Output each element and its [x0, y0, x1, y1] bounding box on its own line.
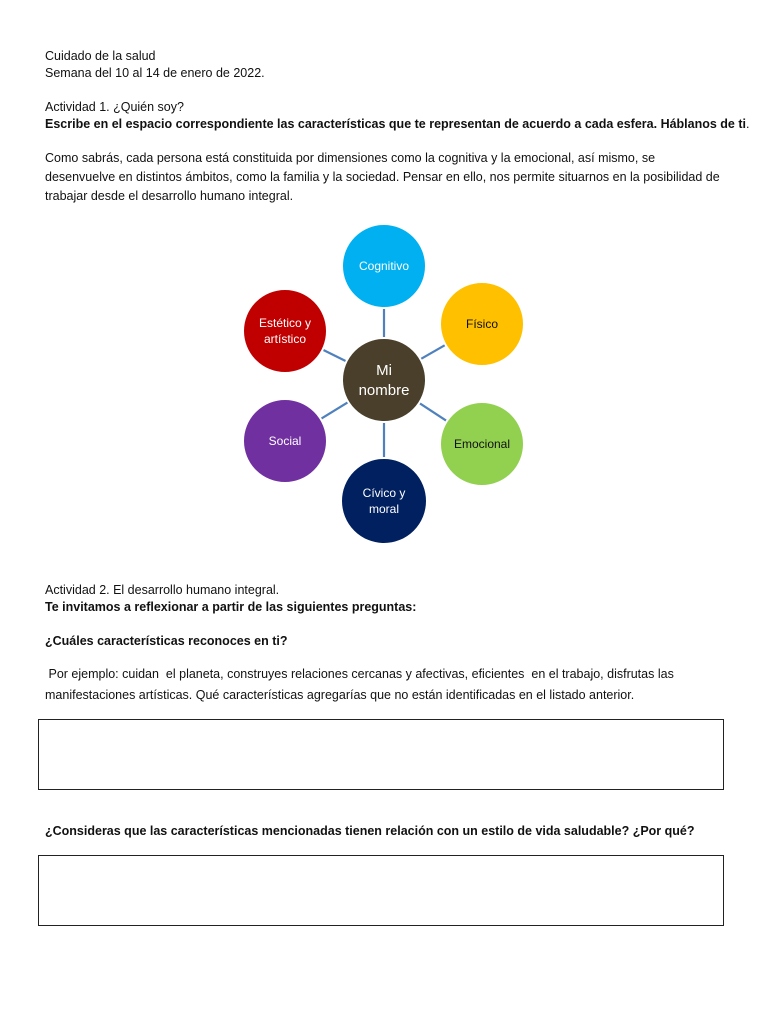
sphere-estetico — [243, 289, 327, 373]
question-2: ¿Consideras que las características mencionadas tienen relación con un estilo de vida saludable? ¿Por qué? — [45, 824, 695, 838]
sphere-fisico-label: Físico — [465, 317, 499, 331]
connector-fisico — [420, 345, 445, 359]
sphere-social-label: Social — [268, 434, 302, 448]
connector-social — [321, 402, 348, 419]
question-1-example: Por ejemplo: cuidan el planeta, construyes relaciones cercanas y afectivas, eficientes en el trabajo, disfrutas las manifestaciones artísticas. Qué características agregarías que no están identificadas en el listado anterior. — [45, 667, 678, 702]
center-sphere-label: nombre — [358, 382, 410, 399]
answer-box-2[interactable] — [38, 855, 724, 926]
sphere-fisico — [440, 282, 524, 366]
sphere-civico-label: moral — [368, 502, 400, 516]
center-sphere — [342, 338, 426, 422]
activity1-title: Actividad 1. ¿Quién soy? — [45, 100, 184, 114]
sphere-cognitivo — [342, 224, 426, 308]
sphere-emocional-label: Emocional — [453, 437, 511, 451]
sphere-social — [243, 399, 327, 483]
answer-box-1[interactable] — [38, 719, 724, 790]
sphere-cognitivo-label: Cognitivo — [358, 259, 410, 273]
activity2-title: Actividad 2. El desarrollo humano integral. — [45, 583, 280, 597]
activity1-instruction — [45, 115, 749, 133]
sphere-civico — [341, 458, 427, 544]
activity2-instruction: Te invitamos a reflexionar a partir de las siguientes preguntas: — [45, 600, 417, 614]
spheres-diagram — [230, 218, 540, 550]
sphere-estetico-circle — [243, 289, 327, 373]
activity1-instruction-text: Escribe en el espacio correspondiente las características que te representan de acuerdo a cada esfera. Háblanos de ti — [45, 117, 746, 131]
center-sphere-circle — [342, 338, 426, 422]
sphere-estetico-label: artístico — [263, 332, 307, 346]
center-sphere-label: Mi — [376, 362, 392, 379]
sphere-emocional — [440, 402, 524, 486]
connector-estetico — [323, 350, 347, 362]
course-title: Cuidado de la salud — [45, 49, 156, 63]
activity1-instruction-period: . — [746, 117, 750, 131]
activity1-paragraph: Como sabrás, cada persona está constituida por dimensiones como la cognitiva y la emocional, así mismo, se desenvuelve en distintos ámbitos, como la familia y la sociedad. Pensar en ello, nos permite situarnos en la posibilidad de trabajar desde el desarrollo humano integral. — [45, 151, 720, 203]
sphere-civico-label: Cívico y — [362, 486, 406, 500]
sphere-estetico-label: Estético y — [258, 316, 312, 330]
sphere-civico-circle — [341, 458, 427, 544]
question-1: ¿Cuáles características reconoces en ti? — [45, 634, 288, 648]
connector-emocional — [419, 403, 447, 421]
week-date: Semana del 10 al 14 de enero de 2022. — [45, 66, 265, 80]
